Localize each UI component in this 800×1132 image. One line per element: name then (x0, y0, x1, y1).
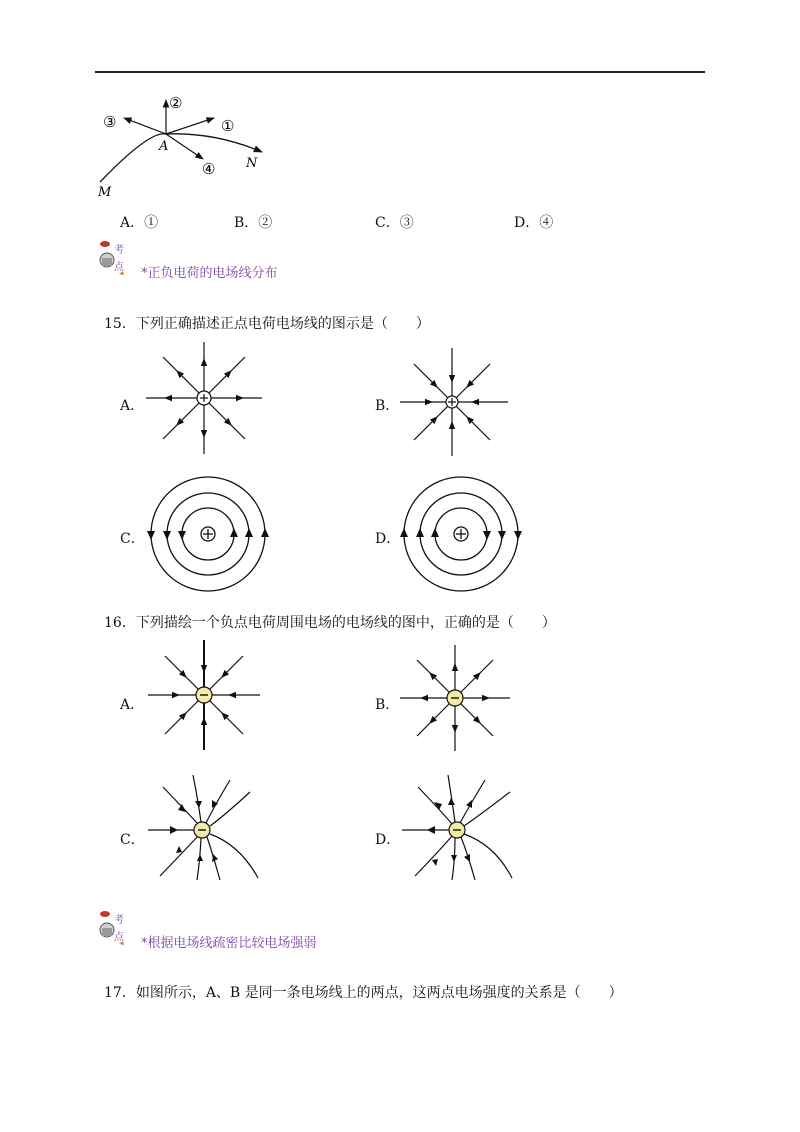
kaodian-badge-2-bottom: 点 (114, 932, 124, 943)
q14-option-c: C．③ (375, 215, 414, 231)
q16-fig-d (402, 775, 512, 880)
q15-fig-a (146, 342, 262, 454)
q15-fig-c (147, 477, 269, 591)
q16-label-d: D． (375, 832, 401, 848)
q17-stem: 17．如图所示，A、B 是同一条电场线上的两点，这两点电场强度的关系是（ ） (104, 985, 623, 1001)
q16-label-c: C． (120, 832, 145, 848)
q16-stem: 16．下列描绘一个负点电荷周围电场的电场线的图中，正确的是（ ） (104, 615, 556, 631)
q16-fig-a (148, 640, 260, 750)
q16-label-b: B． (375, 697, 400, 713)
q15-fig-b (400, 348, 508, 456)
q16-label-a: A． (120, 697, 145, 713)
q15-label-b: B． (375, 398, 400, 414)
q16-fig-c (148, 775, 258, 880)
q14-option-b: B．② (234, 215, 273, 231)
label-m: M (98, 185, 112, 200)
kaodian-badge-2 (95, 908, 137, 952)
label-n: N (246, 156, 258, 171)
q14-option-d: D．④ (514, 215, 554, 231)
label-1: ① (221, 117, 235, 135)
label-3: ③ (103, 113, 117, 131)
label-4: ④ (202, 160, 216, 178)
q15-stem: 15．下列正确描述正点电荷电场线的图示是（ ） (104, 316, 430, 332)
q16-fig-b (400, 645, 510, 751)
kaodian-badge-top: 考 (114, 245, 124, 256)
kaodian-text-2: *根据电场线疏密比较电场强弱 (141, 936, 317, 951)
label-2: ② (169, 94, 183, 112)
kaodian-badge-2-top: 考 (114, 915, 124, 926)
q14-option-a: A．① (120, 215, 159, 231)
q15-label-a: A． (120, 398, 145, 414)
q15-label-d: D． (375, 531, 401, 547)
q15-label-c: C． (120, 531, 145, 547)
kaodian-badge-bottom: 点 (114, 262, 124, 273)
q15-fig-d (400, 477, 522, 591)
label-a: A (159, 139, 169, 154)
kaodian-text: *正负电荷的电场线分布 (141, 266, 278, 281)
